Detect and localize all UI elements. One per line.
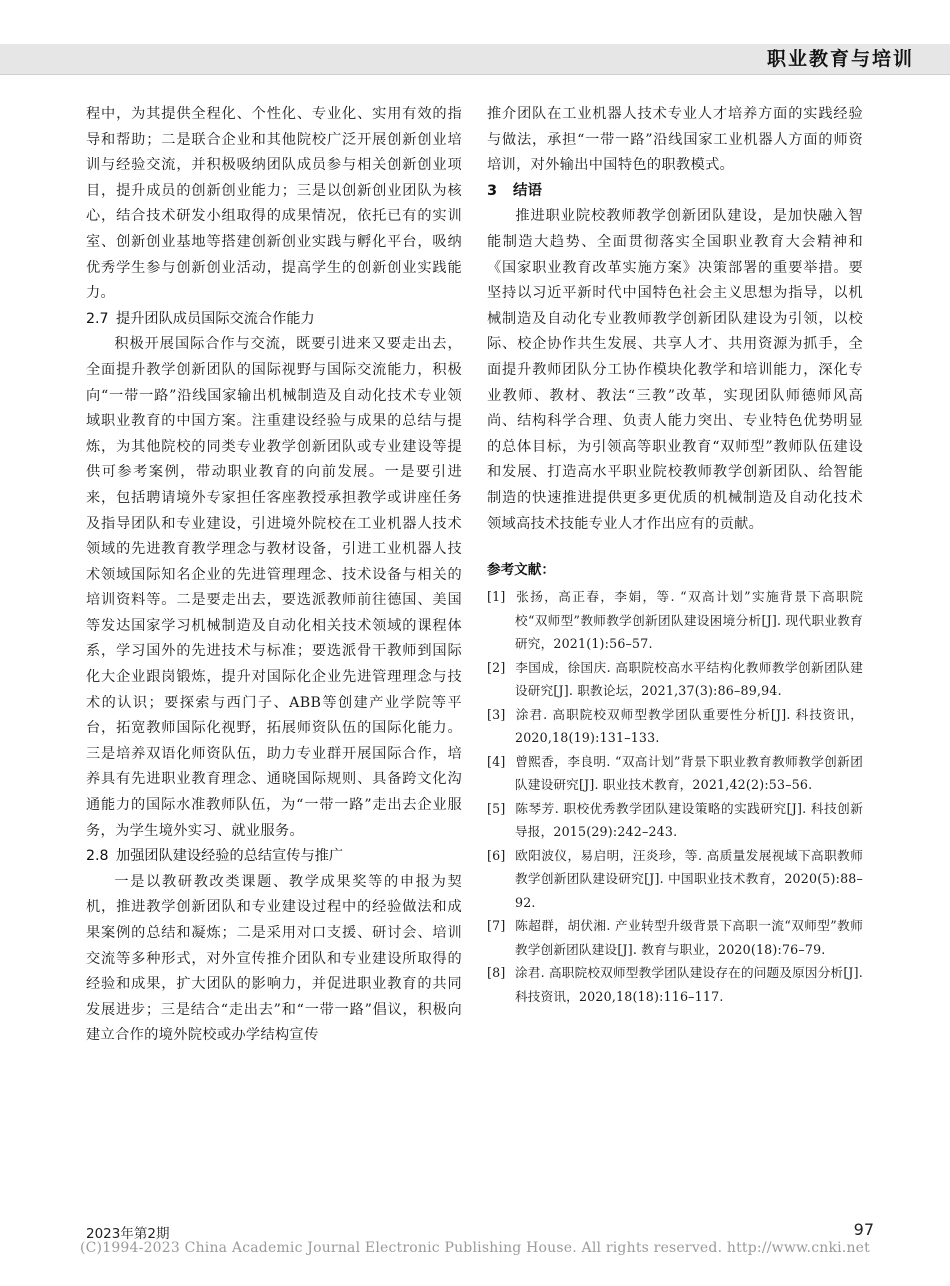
reference-number: [1] xyxy=(487,589,506,605)
section-2-8-text: 一是以教研教改类课题、教学成果奖等的申报为契机，推进教学创新团队和专业建设过程中的经验做法和成果案例的总结和凝炼；二是采用对口支援、研讨会、培训交流等多种形式，对外宣传推介团队和专业建设所取得的经验和成果，扩大团队的影响力，并促进职业教育的共同发展进步；三是结合“走出去”和“一带一路”倡议，积极向建立合作的境外院校或办学结构宣传 xyxy=(86,873,462,1044)
section-title: 加强团队建设经验的总结宣传与推广 xyxy=(116,848,344,865)
section-number: 2.8 xyxy=(86,848,109,865)
reference-number: [4] xyxy=(487,753,506,769)
section-2-7-text: 积极开展国际合作与交流，既要引进来又要走出去，全面提升教学创新团队的国际视野与国际交流能力，积极向“一带一路”沿线国家输出机械制造及自动化技术专业领域职业教育的中国方案。注重建设经验与成果的总结与提炼，为其他院校的同类专业教学创新团队或专业建设等提供可参考案例，带动职业教育的向前发展。一是要引进来，包括聘请境外专家担任客座教授承担教学或讲座任务及指导团队和专业建设，引进境外院校在工业机器人技术领域的先进教育教学理念与教材设备，引进工业机器人技术领域国际知名企业的先进管理理念、技术设备与相关的培训资料等。二是要走出去，要选派教师前往德国、美国等发达国家学习机械制造及自动化相关技术领域的课程体系，学习国外的先进技术与标准；要选派骨干教师到国际化大企业跟岗锻炼，提升对国际化企业先进管理理念与技术的认识；要探索与西门子、ABB等创建产业学院等平台，拓宽教师国际化视野，拓展师资队伍的国际化能力。三是培养双语化师资队伍，助力专业群开展国际合作，培养具有先进职业教育理念、通晓国际规则、具备跨文化沟通能力的国际水准教师队伍，为“一带一路”走出去企业服务，为学生境外实习、就业服务。 xyxy=(86,336,462,839)
reference-number: [6] xyxy=(487,847,506,863)
reference-item xyxy=(487,750,863,797)
journal-title: 职业教育与培训 xyxy=(766,48,914,70)
conclusion-text: 推进职业院校教师教学创新团队建设，是加快融入智能制造大趋势、全面贯彻落实全国职业教育大会精神和《国家职业教育改革实施方案》决策部署的重要举措。要坚持以习近平新时代中国特色社会主义思想为指导，以机械制造及自动化专业教师教学创新团队建设为引领，以校际、校企协作共生发展、共享人才、共用资源为抓手，全面提升教师团队分工协作模块化教学和培训能力，深化专业教师、教材、教法“三教”改革，实现团队师德师风高尚、结构科学合理、负责人能力突出、专业特色优势明显的总体目标，为引领高等职业教育“双师型”教师队伍建设和发展、打造高水平职业院校教师教学创新团队、给智能制造的快速推进提供更多更优质的机械制造及自动化技术领域高技术技能专业人才作出应有的贡献。 xyxy=(487,208,863,532)
reference-item xyxy=(487,703,863,750)
page-number: 97 xyxy=(853,1220,874,1239)
reference-number: [7] xyxy=(487,918,506,934)
reference-list xyxy=(487,585,863,1008)
section-number: 2.7 xyxy=(86,310,109,327)
section-title: 结语 xyxy=(513,182,542,199)
reference-number: [2] xyxy=(487,659,506,675)
reference-item xyxy=(487,914,863,961)
reference-text: 涂君. 高职院校双师型教学团队建设存在的问题及原因分析[J]. 科技资讯，2020,18(18):116–117. xyxy=(515,965,863,1004)
section-heading-3 xyxy=(487,179,863,205)
reference-item xyxy=(487,797,863,844)
paragraph-continued: 程中，为其提供全程化、个性化、专业化、实用有效的指导和帮助；二是联合企业和其他院校广泛开展创新创业培训与经验交流，并积极吸纳团队成员参与相关创新创业项目，提升成员的创新创业能力；三是以创新创业团队为核心，结合技术研发小组取得的成果情况，依托已有的实训室、创新创业基地等搭建创新创业实践与孵化平台，吸纳优秀学生参与创新创业活动，提高学生的创新创业实践能力。 xyxy=(86,106,462,302)
reference-item xyxy=(487,656,863,703)
reference-item xyxy=(487,961,863,1008)
section-number: 3 xyxy=(487,182,498,199)
reference-text: 陈超群，胡伏湘. 产业转型升级背景下高职一流“双师型”教师教学创新团队建设[J]. 教育与职业，2020(18):76–79. xyxy=(515,918,863,957)
reference-text: 欧阳波仪，易启明，汪炎珍，等. 高质量发展视域下高职教师教学创新团队建设研究[J]. 中国职业技术教育，2020(5):88–92. xyxy=(515,847,863,910)
reference-text: 涂君. 高职院校双师型教学团队重要性分析[J]. 科技资讯，2020,18(19):131–133. xyxy=(515,706,863,746)
reference-item xyxy=(487,844,863,915)
reference-number: [3] xyxy=(487,706,506,722)
paragraph-continued: 推介团队在工业机器人技术专业人才培养方面的实践经验与做法，承担“一带一路”沿线国家工业机器人方面的师资培训，对外输出中国特色的职教模式。 xyxy=(487,106,863,174)
references-title: 参考文献： xyxy=(487,562,555,579)
section-title: 提升团队成员国际交流合作能力 xyxy=(116,310,315,327)
section-heading-2-7 xyxy=(86,307,462,333)
reference-text: 陈琴芳. 职校优秀教学团队建设策略的实践研究[J]. 科技创新导报，2015(29):242–243. xyxy=(515,800,863,840)
reference-text: 曾熙香，李良明. “双高计划”背景下职业教育教师教学创新团队建设研究[J]. 职业技术教育，2021,42(2):53–56. xyxy=(515,753,863,793)
reference-item xyxy=(487,585,863,656)
section-heading-2-8 xyxy=(86,844,462,870)
right-column xyxy=(487,102,863,1008)
header-divider xyxy=(0,74,950,75)
issue-label: 2023年第2期 xyxy=(86,1226,170,1242)
left-column xyxy=(86,102,462,1049)
reference-text: 张扬，高正春，李娟，等. “双高计划”实施背景下高职院校“双师型”教师教学创新团队建设困境分析[J]. 现代职业教育研究，2021(1):56–57. xyxy=(515,589,863,652)
reference-text: 李国成，徐国庆. 高职院校高水平结构化教师教学创新团队建设研究[J]. 职教论坛，2021,37(3):86–89,94. xyxy=(515,659,863,699)
copyright-watermark: (C)1994-2023 China Academic Journal Electronic Publishing House. All rights reserved. http://www.cnki.net xyxy=(79,1240,870,1256)
reference-number: [5] xyxy=(487,800,506,816)
reference-number: [8] xyxy=(487,965,506,981)
